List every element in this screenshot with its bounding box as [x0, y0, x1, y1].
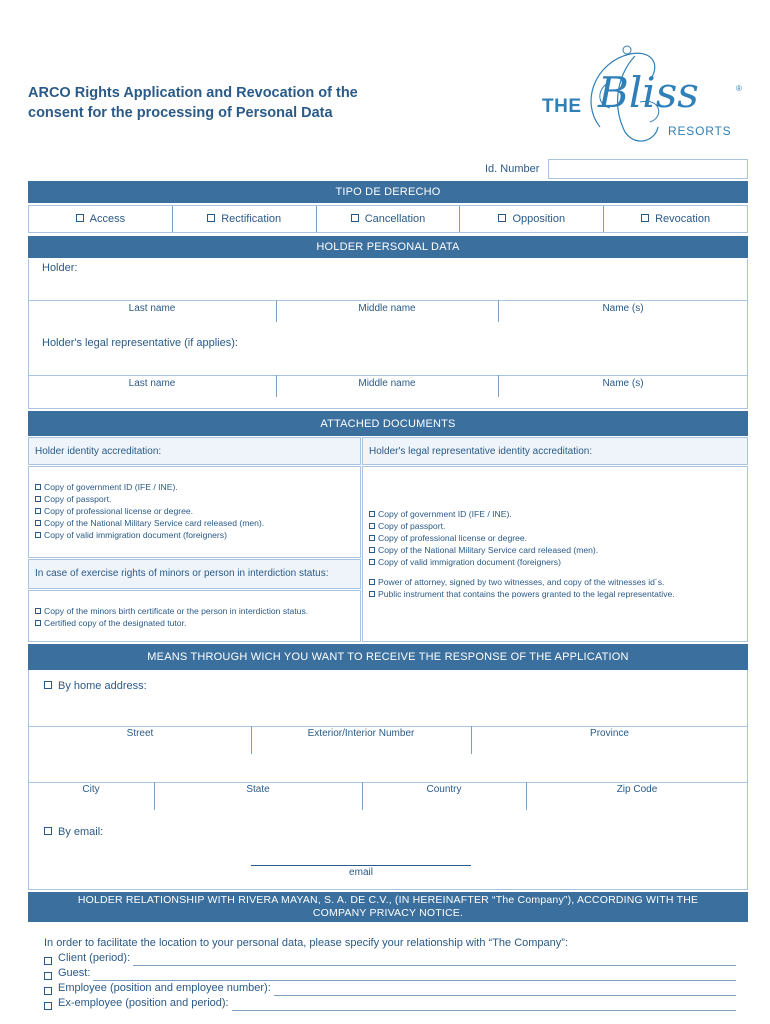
left-doc-item[interactable]	[35, 493, 264, 505]
right-doc-item[interactable]	[369, 508, 675, 520]
email-caption: email	[349, 867, 373, 878]
exemployee-field[interactable]	[232, 1001, 736, 1011]
rep-name-field[interactable]	[29, 352, 747, 374]
holder-lastname-label: Last name	[128, 303, 176, 314]
checkbox-icon[interactable]	[35, 520, 41, 526]
checkbox-icon[interactable]	[35, 508, 41, 514]
relationship-client-label: Client (period):	[58, 952, 131, 964]
minors-title: In case of exercise rights of minors or person in interdiction status:	[35, 568, 329, 579]
attached-right-list	[369, 508, 675, 600]
country-label: Country	[426, 784, 462, 795]
relationship-header-line1: HOLDER RELATIONSHIP WITH RIVERA MAYAN, S. A. DE C.V., (IN HEREINAFTER “The Company”), ACCORDING WITH THE	[77, 894, 699, 906]
left-doc-item-label: Copy of the National Military Service card released (men).	[44, 518, 265, 528]
checkbox-icon[interactable]	[35, 608, 41, 614]
cancellation-checkbox[interactable]	[351, 214, 359, 222]
right-revocation-option[interactable]	[604, 206, 747, 232]
page-title	[28, 83, 358, 123]
checkbox-icon[interactable]	[35, 496, 41, 502]
right-doc-item-label: Power of attorney, signed by two witnesses, and copy of the witnesses id´s.	[378, 577, 665, 587]
right-doc-item-label: Public instrument that contains the powers granted to the legal representative.	[378, 589, 675, 599]
right-doc-item[interactable]	[369, 556, 675, 568]
right-doc-item-label: Copy of government ID (IFE / INE).	[378, 509, 512, 519]
revocation-checkbox[interactable]	[641, 214, 649, 222]
left-doc-item-label: Copy of passport.	[44, 494, 112, 504]
city-divider	[28, 782, 748, 783]
right-opposition-option[interactable]	[460, 206, 604, 232]
id-number-label: Id. Number	[485, 163, 540, 175]
minors-doc-item-label: Copy of the minors birth certificate or the person in interdiction status.	[44, 606, 309, 616]
right-doc-item[interactable]	[369, 544, 675, 556]
logo-bliss: Bliss	[598, 68, 699, 117]
checkbox-icon[interactable]	[369, 547, 375, 553]
left-doc-item[interactable]	[35, 517, 264, 529]
spacer	[369, 568, 675, 576]
city-label: City	[82, 784, 100, 795]
state-label: State	[246, 784, 270, 795]
relationship-header-line2: COMPANY PRIVACY NOTICE.	[312, 907, 464, 919]
minors-doc-item[interactable]	[35, 605, 308, 617]
title-line-2: consent for the processing of Personal Data	[28, 105, 333, 121]
title-line-1: ARCO Rights Application and Revocation of the	[28, 85, 358, 101]
rights-row	[28, 205, 748, 233]
holder-header: HOLDER PERSONAL DATA	[28, 236, 748, 258]
left-doc-item-label: Copy of professional license or degree.	[44, 506, 194, 516]
right-doc-item-label: Copy of passport.	[378, 521, 446, 531]
logo-the: THE	[542, 96, 582, 117]
rep-names-label: Name (s)	[602, 378, 644, 389]
minors-doc-item-label: Certified copy of the designated tutor.	[44, 618, 187, 628]
rep-label: Holder's legal representative (if applies):	[42, 337, 238, 349]
relationship-exemployee-option[interactable]	[44, 996, 736, 1011]
means-header: MEANS THROUGH WICH YOU WANT TO RECEIVE THE RESPONSE OF THE APPLICATION	[28, 644, 748, 670]
logo-registered: ®	[736, 84, 742, 93]
relationship-header	[28, 892, 748, 922]
right-access-label: Access	[89, 213, 126, 225]
checkbox-icon[interactable]	[369, 579, 375, 585]
right-opposition-label: Opposition	[512, 213, 566, 225]
holder-names-label: Name (s)	[602, 303, 644, 314]
holder-name-field[interactable]	[29, 278, 747, 300]
left-doc-item[interactable]	[35, 481, 264, 493]
left-doc-item-label: Copy of government ID (IFE / INE).	[44, 482, 178, 492]
right-cancellation-label: Cancellation	[364, 213, 426, 225]
checkbox-icon[interactable]	[369, 591, 375, 597]
employee-field[interactable]	[274, 986, 736, 996]
minors-list	[35, 605, 308, 629]
rectification-checkbox[interactable]	[207, 214, 215, 222]
rep-lastname-label: Last name	[128, 378, 176, 389]
province-label: Province	[590, 728, 629, 739]
client-period-field[interactable]	[133, 956, 736, 966]
relationship-guest-label: Guest:	[58, 967, 91, 979]
left-doc-item[interactable]	[35, 505, 264, 517]
relationship-intro: In order to facilitate the location to your personal data, please specify your relationship with “The Company”:	[44, 937, 568, 949]
opposition-checkbox[interactable]	[498, 214, 506, 222]
client-checkbox[interactable]	[44, 957, 52, 965]
right-doc-item[interactable]	[369, 520, 675, 532]
right-doc-item-label: Copy of valid immigration document (foreigners)	[378, 557, 561, 567]
zip-label: Zip Code	[616, 784, 658, 795]
rep-divider	[28, 375, 748, 376]
left-doc-item-label: Copy of valid immigration document (foreigners)	[44, 530, 227, 540]
right-doc-item[interactable]	[369, 532, 675, 544]
checkbox-icon[interactable]	[369, 559, 375, 565]
checkbox-icon[interactable]	[35, 532, 41, 538]
holder-label: Holder:	[42, 262, 78, 274]
exemployee-checkbox[interactable]	[44, 1002, 52, 1010]
logo-resorts: RESORTS	[668, 124, 732, 138]
home-address-option[interactable]	[44, 680, 147, 692]
attached-left-list	[35, 481, 264, 541]
attached-right-title: Holder's legal representative identity accreditation:	[369, 446, 593, 457]
means-section	[28, 670, 748, 890]
checkbox-icon[interactable]	[369, 511, 375, 517]
access-checkbox[interactable]	[76, 214, 84, 222]
right-doc-item[interactable]	[369, 588, 675, 600]
attached-header: ATTACHED DOCUMENTS	[28, 411, 748, 436]
rights-header: TIPO DE DERECHO	[28, 181, 748, 203]
right-doc-item[interactable]	[369, 576, 675, 588]
checkbox-icon[interactable]	[369, 523, 375, 529]
right-revocation-label: Revocation	[655, 213, 711, 225]
email-option[interactable]	[44, 826, 103, 838]
attached-left-title: Holder identity accreditation:	[35, 446, 162, 457]
relationship-exemployee-label: Ex-employee (position and period):	[58, 997, 229, 1009]
relationship-employee-label: Employee (position and employee number):	[58, 982, 271, 994]
holder-middlename-label: Middle name	[358, 303, 416, 314]
rep-middlename-label: Middle name	[358, 378, 416, 389]
left-doc-item[interactable]	[35, 529, 264, 541]
number-label: Exterior/Interior Number	[307, 728, 415, 739]
home-address-checkbox[interactable]	[44, 681, 52, 689]
right-rectification-label: Rectification	[221, 213, 282, 225]
relationship-guest-option[interactable]	[44, 966, 736, 981]
street-label: Street	[126, 728, 154, 739]
checkbox-icon[interactable]	[35, 620, 41, 626]
email-option-label: By email:	[58, 826, 104, 838]
checkbox-icon[interactable]	[369, 535, 375, 541]
right-doc-item-label: Copy of professional license or degree.	[378, 533, 528, 543]
holder-divider	[28, 300, 748, 301]
right-rectification-option[interactable]	[173, 206, 317, 232]
guest-field[interactable]	[93, 971, 736, 981]
minors-doc-item[interactable]	[35, 617, 308, 629]
email-checkbox[interactable]	[44, 827, 52, 835]
relationship-employee-option[interactable]	[44, 981, 736, 996]
relationship-options	[44, 951, 736, 1011]
checkbox-icon[interactable]	[35, 484, 41, 490]
id-number-field[interactable]	[548, 159, 748, 179]
email-input-line[interactable]	[251, 865, 471, 866]
home-address-label: By home address:	[58, 680, 147, 692]
guest-checkbox[interactable]	[44, 972, 52, 980]
right-cancellation-option[interactable]	[317, 206, 461, 232]
bliss-logo	[540, 42, 750, 152]
employee-checkbox[interactable]	[44, 987, 52, 995]
address-divider	[28, 726, 748, 727]
relationship-client-option[interactable]	[44, 951, 736, 966]
right-access-option[interactable]	[29, 206, 173, 232]
right-doc-item-label: Copy of the National Military Service card released (men).	[378, 545, 599, 555]
